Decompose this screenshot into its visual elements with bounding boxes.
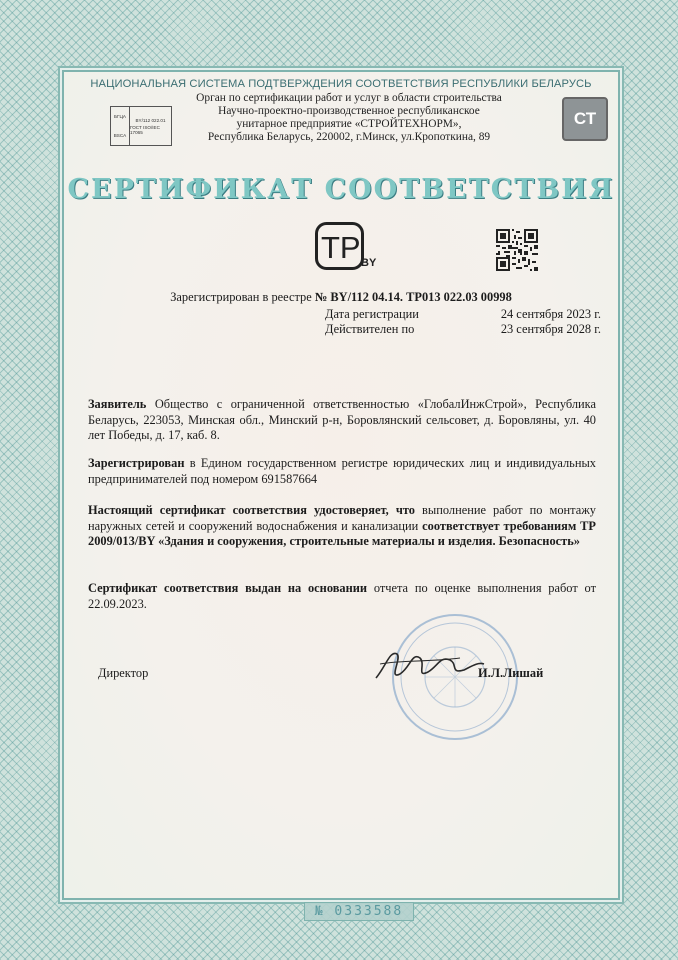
certificate-body bbox=[64, 72, 618, 898]
registration-date: 24 сентября 2023 г. bbox=[500, 307, 601, 321]
registered-label: Зарегистрирован bbox=[88, 456, 185, 470]
applicant-label: Заявитель bbox=[88, 397, 147, 411]
serial-number: № 0333588 bbox=[304, 902, 414, 921]
registry-number: № BY/112 04.14. ТР013 022.03 00998 bbox=[314, 290, 512, 304]
accreditation-mark-bottom: BSCA bbox=[113, 133, 127, 138]
registry-line bbox=[64, 290, 618, 305]
basis-paragraph bbox=[88, 581, 596, 612]
accreditation-number: BY/112 022.01 bbox=[135, 117, 166, 123]
applicant-paragraph bbox=[88, 397, 596, 444]
certificate-title: СЕРТИФИКАТ СООТВЕТСТВИЯ bbox=[67, 174, 615, 205]
registered-text: в Едином государственном регистре юридических лиц и индивидуальных предпринимателей под номером 691587664 bbox=[88, 456, 596, 486]
basis-label: Сертификат соответствия выдан на основании bbox=[88, 581, 368, 595]
validity-dates bbox=[325, 307, 601, 337]
registration-paragraph bbox=[88, 456, 596, 487]
qr-code-icon bbox=[496, 229, 538, 271]
org-line: Республика Беларусь, 220002, г.Минск, ул.Кропоткина, 89 bbox=[207, 131, 491, 143]
org-line: унитарное предприятие «СТРОЙТЕХНОРМ», bbox=[236, 118, 462, 130]
system-title: НАЦИОНАЛЬНАЯ СИСТЕМА ПОДТВЕРЖДЕНИЯ СООТВЕТСТВИЯ РЕСПУБЛИКИ БЕЛАРУСЬ bbox=[90, 78, 592, 90]
org-line: Орган по сертификации работ и услуг в области строительства bbox=[196, 92, 502, 104]
by-mark-text: BY bbox=[361, 257, 377, 269]
serial-number-box bbox=[0, 902, 678, 921]
accreditation-mark bbox=[110, 106, 172, 146]
stroytekhnorm-logo-icon: СТ bbox=[562, 97, 608, 141]
signatory-name: И.Л.Лишай bbox=[478, 666, 544, 680]
registry-prefix: Зарегистрирован в реестре bbox=[170, 290, 312, 304]
valid-until-label: Действителен по bbox=[325, 322, 415, 336]
org-line: Научно-проектно-производственное республиканское bbox=[218, 105, 480, 117]
conformity-paragraph bbox=[88, 503, 596, 550]
certification-body bbox=[184, 92, 514, 144]
signatory-position: Директор bbox=[98, 666, 149, 680]
confirms-text: выполнение работ по монтажу наружных сетей и сооружений водоснабжения и канализации bbox=[88, 503, 596, 533]
tr-by-mark-icon bbox=[315, 222, 380, 270]
accreditation-mark-top: БГЦА bbox=[114, 114, 126, 119]
applicant-text: Общество с ограниченной ответственностью «ГлобалИнжСтрой», Республика Беларусь, 223053, Минская обл., Минский р-н, Боровлянский сельсовет, д. Боровляны, ул. 40 лет Победы, д. 17, каб. 8. bbox=[88, 397, 596, 442]
accreditation-standard: ГОСТ ISO/IEC 17065 bbox=[130, 124, 160, 135]
signature-icon bbox=[370, 644, 488, 684]
basis-text: отчета по оценке выполнения работ от 22.09.2023. bbox=[88, 581, 596, 611]
confirms-label: Настоящий сертификат соответствия удостоверяет, что bbox=[88, 503, 415, 517]
complies-label: соответствует требованиям ТР 2009/013/BY «Здания и сооружения, строительные материалы и изделия. Безопасность» bbox=[88, 518, 597, 548]
valid-until-date: 23 сентября 2028 г. bbox=[500, 322, 601, 336]
tr-mark-text: TP bbox=[321, 230, 361, 265]
registration-date-label: Дата регистрации bbox=[325, 307, 419, 321]
